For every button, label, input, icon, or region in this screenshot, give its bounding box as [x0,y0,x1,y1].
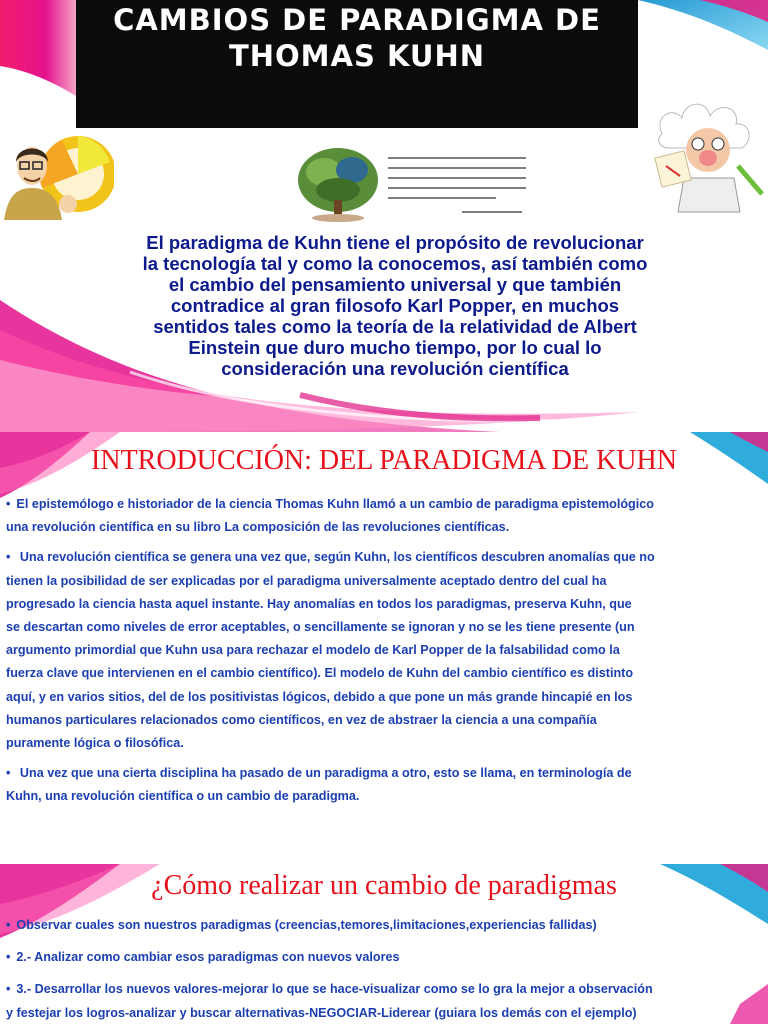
body-line: consideración una revolución científica [221,358,569,379]
slide-3 [0,864,768,1024]
slide-1-title [76,2,638,74]
slide-1 [0,0,768,432]
body-line: contradice al gran filosofo Karl Popper, en muchos [170,295,620,316]
bullet-item: • El epistemólogo e historiador de la ciencia Thomas Kuhn llamó a un cambio de paradigma epistemológico una revolución científica en su libro La composición de las revoluciones científicas. [6,497,654,535]
slide-2 [0,432,768,864]
professor-cartoon-icon [654,96,764,214]
kuhn-cartoon-icon [2,132,114,220]
bullet-marker: • [6,497,11,511]
brain-tree-icon [294,142,382,222]
slide-2-title: INTRODUCCIÓN: DEL PARADIGMA DE KUHN [91,445,677,476]
body-line: sentidos tales como la teoría de la relatividad de Albert [153,316,637,337]
bullet-marker: • [6,918,11,932]
title-line-1: CAMBIOS DE PARADIGMA DE [113,3,601,37]
body-line: la tecnología tal y como la conocemos, así también como [142,253,648,274]
bullet-marker: • [6,766,11,781]
body-line: el cambio del pensamiento universal y que también [168,274,622,295]
bullet-item: • Observar cuales son nuestros paradigmas (creencias,temores,limitaciones,experiencias fallidas) [6,918,597,932]
bullet-marker: • [6,550,11,565]
bullet-marker: • [6,950,11,964]
slide-3-title: ¿Cómo realizar un cambio de paradigmas [151,870,617,901]
slide-2-bullets [6,493,764,809]
body-line: Einstein que duro mucho tiempo, por lo cual lo [188,337,602,358]
body-line: El paradigma de Kuhn tiene el propósito de revolucionar [146,232,644,253]
slide-1-body [70,232,720,379]
bullet-item: • 3.- Desarrollar los nuevos valores-mejorar lo que se hace-visualizar como se lo gra la mejor a observación y festejar los logros-analizar y buscar alternativas-NEGOCIAR-Liderear (guiara los demás con el ejemplo) [6,982,653,1020]
bullet-item: • 2.- Analizar como cambiar esos paradigmas con nuevos valores [6,950,400,964]
quote-text-image [386,152,532,220]
bullet-marker: • [6,982,11,996]
title-line-2: THOMAS KUHN [228,39,486,73]
bullet-item: • Una vez que una cierta disciplina ha pasado de un paradigma a otro, esto se llama, en terminología de Kuhn, una revolución científica o un cambio de paradigma. [6,766,632,804]
slide-3-bullets [6,913,764,1024]
bullet-item: • Una revolución científica se genera una vez que, según Kuhn, los científicos descubren anomalías que no tienen la posibilidad de ser explicadas por el paradigma universalmente aceptado dentro del cual ha progresado la ciencia hasta aquel instante. Hay anomalías en todos los paradigmas, preserva Kuhn, que se descartan como niveles de error aceptables, o sencillamente se ignoran y no se les tiene presente (un argumento primordial que Kuhn usa para rechazar el modelo de Karl Popper de la falsabilidad como la fuerza clave que intervienen en el cambio científico). El modelo de Kuhn del cambio científico es distinto aquí, y en varios sitios, del de los positivistas lógicos, debido a que pone un más grande hincapié en los humanos particulares relacionados como científicos, en vez de abstraer la ciencia a una compañía puramente lógica o filosófica. [6,550,655,751]
